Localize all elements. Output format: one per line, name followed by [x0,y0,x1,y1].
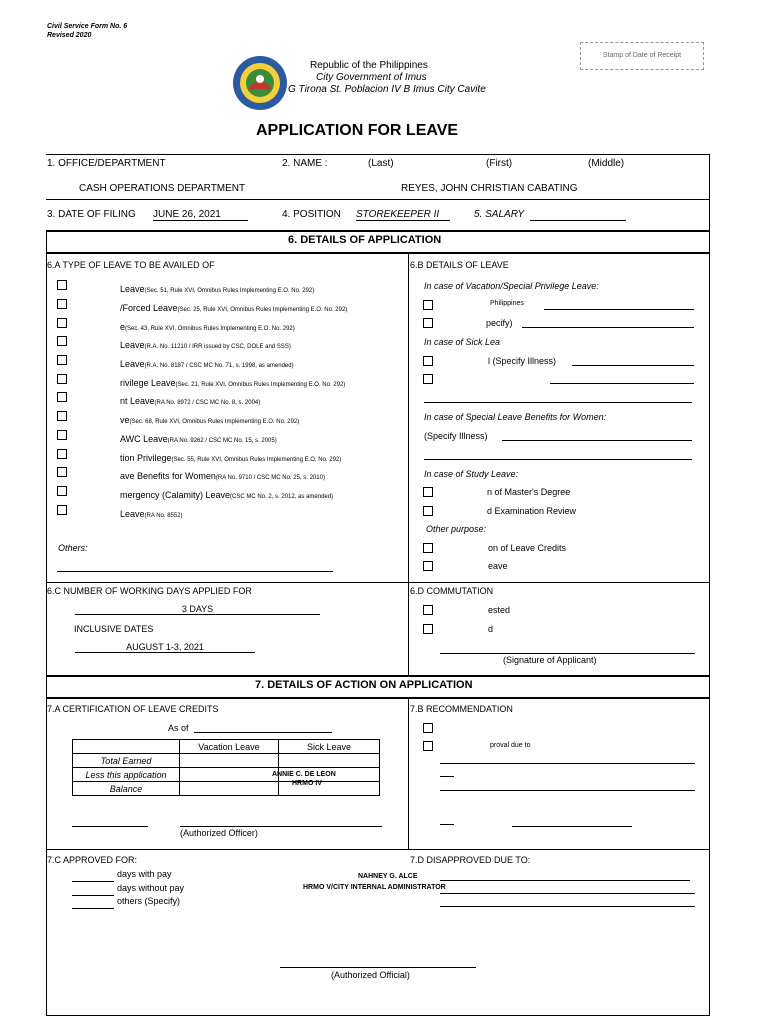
sick-hospital-label: l (Specify Illness) [488,356,557,366]
leave-type-reference: (Sec. 68, Rule XVI, Omnibus Rules Implementing E.O. No. 292) [129,419,300,425]
section7-title: 7. DETAILS OF ACTION ON APPLICATION [255,679,473,691]
recommend-approval-checkbox[interactable] [423,723,433,733]
leave-type-label: /Forced Leave [120,303,178,313]
as-of-label: As of [168,723,189,733]
sick-outpatient-checkbox[interactable] [423,374,433,384]
col-vacation-header: Vacation Leave [180,740,279,754]
vacation-heading: In case of Vacation/Special Privilege Leave: [424,281,599,291]
leave-type-label: tion Privilege [120,453,172,463]
form-revision: Revised 2020 [47,32,92,39]
leave-type-checkbox[interactable] [57,374,67,384]
study-bar-checkbox[interactable] [423,506,433,516]
section7a-title: 7.A CERTIFICATION OF LEAVE CREDITS [47,704,219,714]
leave-type-item [120,410,299,428]
section7d-title: 7.D DISAPPROVED DUE TO: [410,855,531,865]
page-title: APPLICATION FOR LEAVE [256,122,459,139]
date-filing-value: JUNE 26, 2021 [153,209,248,221]
slbw-illness-label: (Specify Illness) [424,431,488,441]
row-balance: Balance [73,782,180,796]
form-number: Civil Service Form No. 6 [47,23,128,30]
sick-hospital-checkbox[interactable] [423,356,433,366]
inclusive-dates-value: AUGUST 1-3, 2021 [75,642,255,653]
leave-type-label: ave Benefits for Women [120,471,216,481]
monetization-label: on of Leave Credits [488,543,567,553]
vacation-within-checkbox[interactable] [423,300,433,310]
leave-type-reference: (Sec. 21, Rule XVI, Omnibus Rules Implementing E.O. No. 292) [175,382,346,388]
certifying-officer-name: ANNIE C. DE LEON [272,771,336,778]
name-label: 2. NAME : [282,158,328,169]
leave-type-reference: (Sec. 51, Rule XVI, Omnibus Rules Implementing E.O. No. 292) [144,288,315,294]
leave-type-checkbox[interactable] [57,411,67,421]
salary-label: 5. SALARY [474,209,525,220]
leave-type-label: mergency (Calamity) Leave [120,490,231,500]
other-purpose-heading: Other purpose: [426,524,487,534]
leave-type-label: Leave [120,340,145,350]
leave-type-label: AWC Leave [120,434,168,444]
row-less-application: Less this application [73,768,180,782]
leave-type-checkbox[interactable] [57,430,67,440]
leave-type-label: Leave [120,359,145,369]
sick-heading: In case of Sick Lea [424,337,501,347]
date-filing-label: 3. DATE OF FILING [47,209,136,220]
leave-type-label: rivilege Leave [120,378,176,388]
city-seal-icon [232,55,288,111]
commutation-not-requested-label: ested [488,605,511,615]
commutation-not-requested-checkbox[interactable] [423,605,433,615]
vacation-within-label: Philippines [490,300,524,307]
leave-type-label: Leave [120,509,145,519]
address-label: G Tirona St. Poblacion IV B Imus City Cavite [288,84,486,95]
position-value: STOREKEEPER II [356,209,450,221]
leave-type-checkbox[interactable] [57,467,67,477]
monetization-checkbox[interactable] [423,543,433,553]
office-value: CASH OPERATIONS DEPARTMENT [79,183,246,194]
leave-type-checkbox[interactable] [57,336,67,346]
leave-type-checkbox[interactable] [57,449,67,459]
study-bar-label: d Examination Review [487,506,577,516]
certifying-officer-title: HRMO IV [292,780,322,787]
authorized-official-label: (Authorized Official) [331,970,410,980]
leave-type-reference: (Sec. 25, Rule XVI, Omnibus Rules Implementing E.O. No. 292) [177,307,348,313]
leave-type-reference: (RA No. 9262 / CSC MC No. 15, s. 2005) [167,438,277,444]
slbw-heading: In case of Special Leave Benefits for Women: [424,412,607,422]
republic-label: Republic of the Philippines [310,60,428,71]
leave-type-reference: (RA No. 8552) [144,513,183,519]
first-name-label: (First) [486,158,513,169]
recommend-disapproval-label: proval due to [490,742,531,749]
days-without-pay-label: days without pay [117,883,185,893]
leave-type-item [120,298,347,316]
terminal-leave-label: eave [488,561,508,571]
leave-type-checkbox[interactable] [57,318,67,328]
section7c-title: 7.C APPROVED FOR: [47,855,138,865]
inclusive-dates-label: INCLUSIVE DATES [74,624,154,634]
days-value: 3 DAYS [75,604,320,615]
leave-credits-table [72,739,380,796]
leave-type-item [120,391,260,409]
leave-type-item [120,485,333,503]
leave-type-reference: (Sec. 43, Rule XVI, Omnibus Rules Implementing E.O. No. 292) [125,326,295,332]
leave-type-reference: (R.A. No. 8187 / CSC MC No. 71, s. 1998, as amended) [144,363,294,369]
row-total-earned: Total Earned [73,754,180,768]
col-sick-header: Sick Leave [279,740,380,754]
leave-type-checkbox[interactable] [57,392,67,402]
position-label: 4. POSITION [282,209,341,220]
leave-type-reference: (RA No. 8972 / CSC MC No. 8, s. 2004) [154,400,261,406]
leave-type-item [120,279,314,297]
section6d-title: 6.D COMMUTATION [410,586,494,596]
leave-type-reference: (RA No. 9710 / CSC MC No. 25, s. 2010) [215,475,325,481]
section6-title: 6. DETAILS OF APPLICATION [288,234,442,246]
leave-type-reference: (R.A. No. 11210 / IRR issued by CSC, DOLE and SSS) [144,344,291,350]
commutation-requested-checkbox[interactable] [423,624,433,634]
vacation-abroad-checkbox[interactable] [423,318,433,328]
approver-title: HRMO V/CITY INTERNAL ADMINISTRATOR [303,884,446,891]
office-label: 1. OFFICE/DEPARTMENT [47,158,166,169]
leave-type-item [120,504,183,522]
leave-type-label: nt Leave [120,396,155,406]
name-value: REYES, JOHN CHRISTIAN CABATING [401,183,578,194]
days-with-pay-label: days with pay [117,869,172,879]
leave-type-checkbox[interactable] [57,486,67,496]
section6c-title: 6.C NUMBER OF WORKING DAYS APPLIED FOR [47,586,252,596]
authorized-officer-label: (Authorized Officer) [180,828,258,838]
recommend-disapproval-checkbox[interactable] [423,741,433,751]
leave-type-reference: (Sec. 55, Rule XVI, Omnibus Rules Implementing E.O. No. 292) [171,457,342,463]
section6b-title: 6.B DETAILS OF LEAVE [410,260,509,270]
approver-name: NAHNEY G. ALCE [358,873,418,880]
last-name-label: (Last) [368,158,394,169]
leave-type-item [120,317,295,335]
middle-name-label: (Middle) [588,158,625,169]
receipt-stamp-box: Stamp of Date of Receipt [580,42,704,70]
leave-type-label: ve [120,415,130,425]
section6a-title: 6.A TYPE OF LEAVE TO BE AVAILED OF [47,260,215,270]
leave-type-item [120,448,341,466]
others-specify-label: others (Specify) [117,896,181,906]
applicant-signature-label: (Signature of Applicant) [503,655,597,665]
leave-type-checkbox[interactable] [57,505,67,515]
leave-type-checkbox[interactable] [57,280,67,290]
leave-type-item [120,354,294,372]
leave-type-checkbox[interactable] [57,355,67,365]
city-label: City Government of Imus [316,72,427,83]
vacation-abroad-label: pecify) [486,318,513,328]
leave-type-reference: (CSC MC No. 2, s. 2012, as amended) [230,494,334,500]
leave-type-item [120,466,325,484]
section7b-title: 7.B RECOMMENDATION [410,704,513,714]
leave-type-item [120,335,291,353]
leave-type-item [120,429,277,447]
others-label: Others: [58,543,88,553]
leave-type-label: Leave [120,284,145,294]
leave-type-item [120,373,345,391]
leave-type-label: e [120,322,126,332]
study-masters-label: n of Master's Degree [487,487,571,497]
leave-type-checkbox[interactable] [57,299,67,309]
commutation-requested-label: d [488,624,494,634]
terminal-leave-checkbox[interactable] [423,561,433,571]
study-heading: In case of Study Leave: [424,469,519,479]
study-masters-checkbox[interactable] [423,487,433,497]
